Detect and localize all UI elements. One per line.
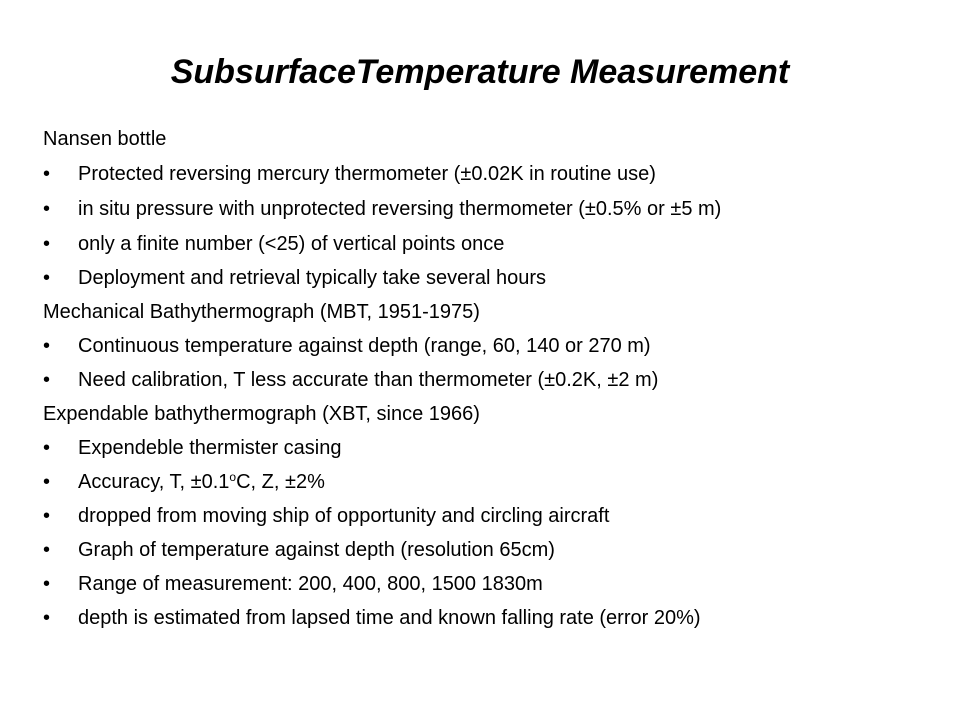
bullet-item: • only a finite number (<25) of vertical points once [43,233,923,256]
slide-body [43,128,923,630]
bullet-item: • Protected reversing mercury thermometer (±0.02K in routine use) [43,163,923,186]
bullet-item: • Expendeble thermister casing [43,437,923,460]
accuracy-text: Accuracy, T, ±0.1 [78,471,230,493]
bullet-item: • Range of measurement: 200, 400, 800, 1500 1830m [43,573,923,596]
degree-superscript: o [229,470,237,484]
bullet-item: • dropped from moving ship of opportunity and circling aircraft [43,505,923,528]
bullet-item: • Need calibration, T less accurate than thermometer (±0.2K, ±2 m) [43,369,923,392]
bullet-item: • depth is estimated from lapsed time and known falling rate (error 20%) [43,607,923,630]
section-heading-xbt: Expendable bathythermograph (XBT, since 1966) [43,403,480,425]
bullet-item: • Continuous temperature against depth (range, 60, 140 or 270 m) [43,335,923,358]
slide-title: SubsurfaceTemperature Measurement [170,53,790,91]
bullet-item: • Graph of temperature against depth (resolution 65cm) [43,539,923,562]
bullet-item-accuracy [43,471,923,494]
bullet-item: • Deployment and retrieval typically take several hours [43,267,923,290]
accuracy-text-after: C, Z, ±2% [236,471,325,493]
bullet-item: • in situ pressure with unprotected reversing thermometer (±0.5% or ±5 m) [43,198,898,221]
section-heading-mbt: Mechanical Bathythermograph (MBT, 1951-1975) [43,301,480,323]
section-heading-nansen-bottle: Nansen bottle [43,128,167,150]
